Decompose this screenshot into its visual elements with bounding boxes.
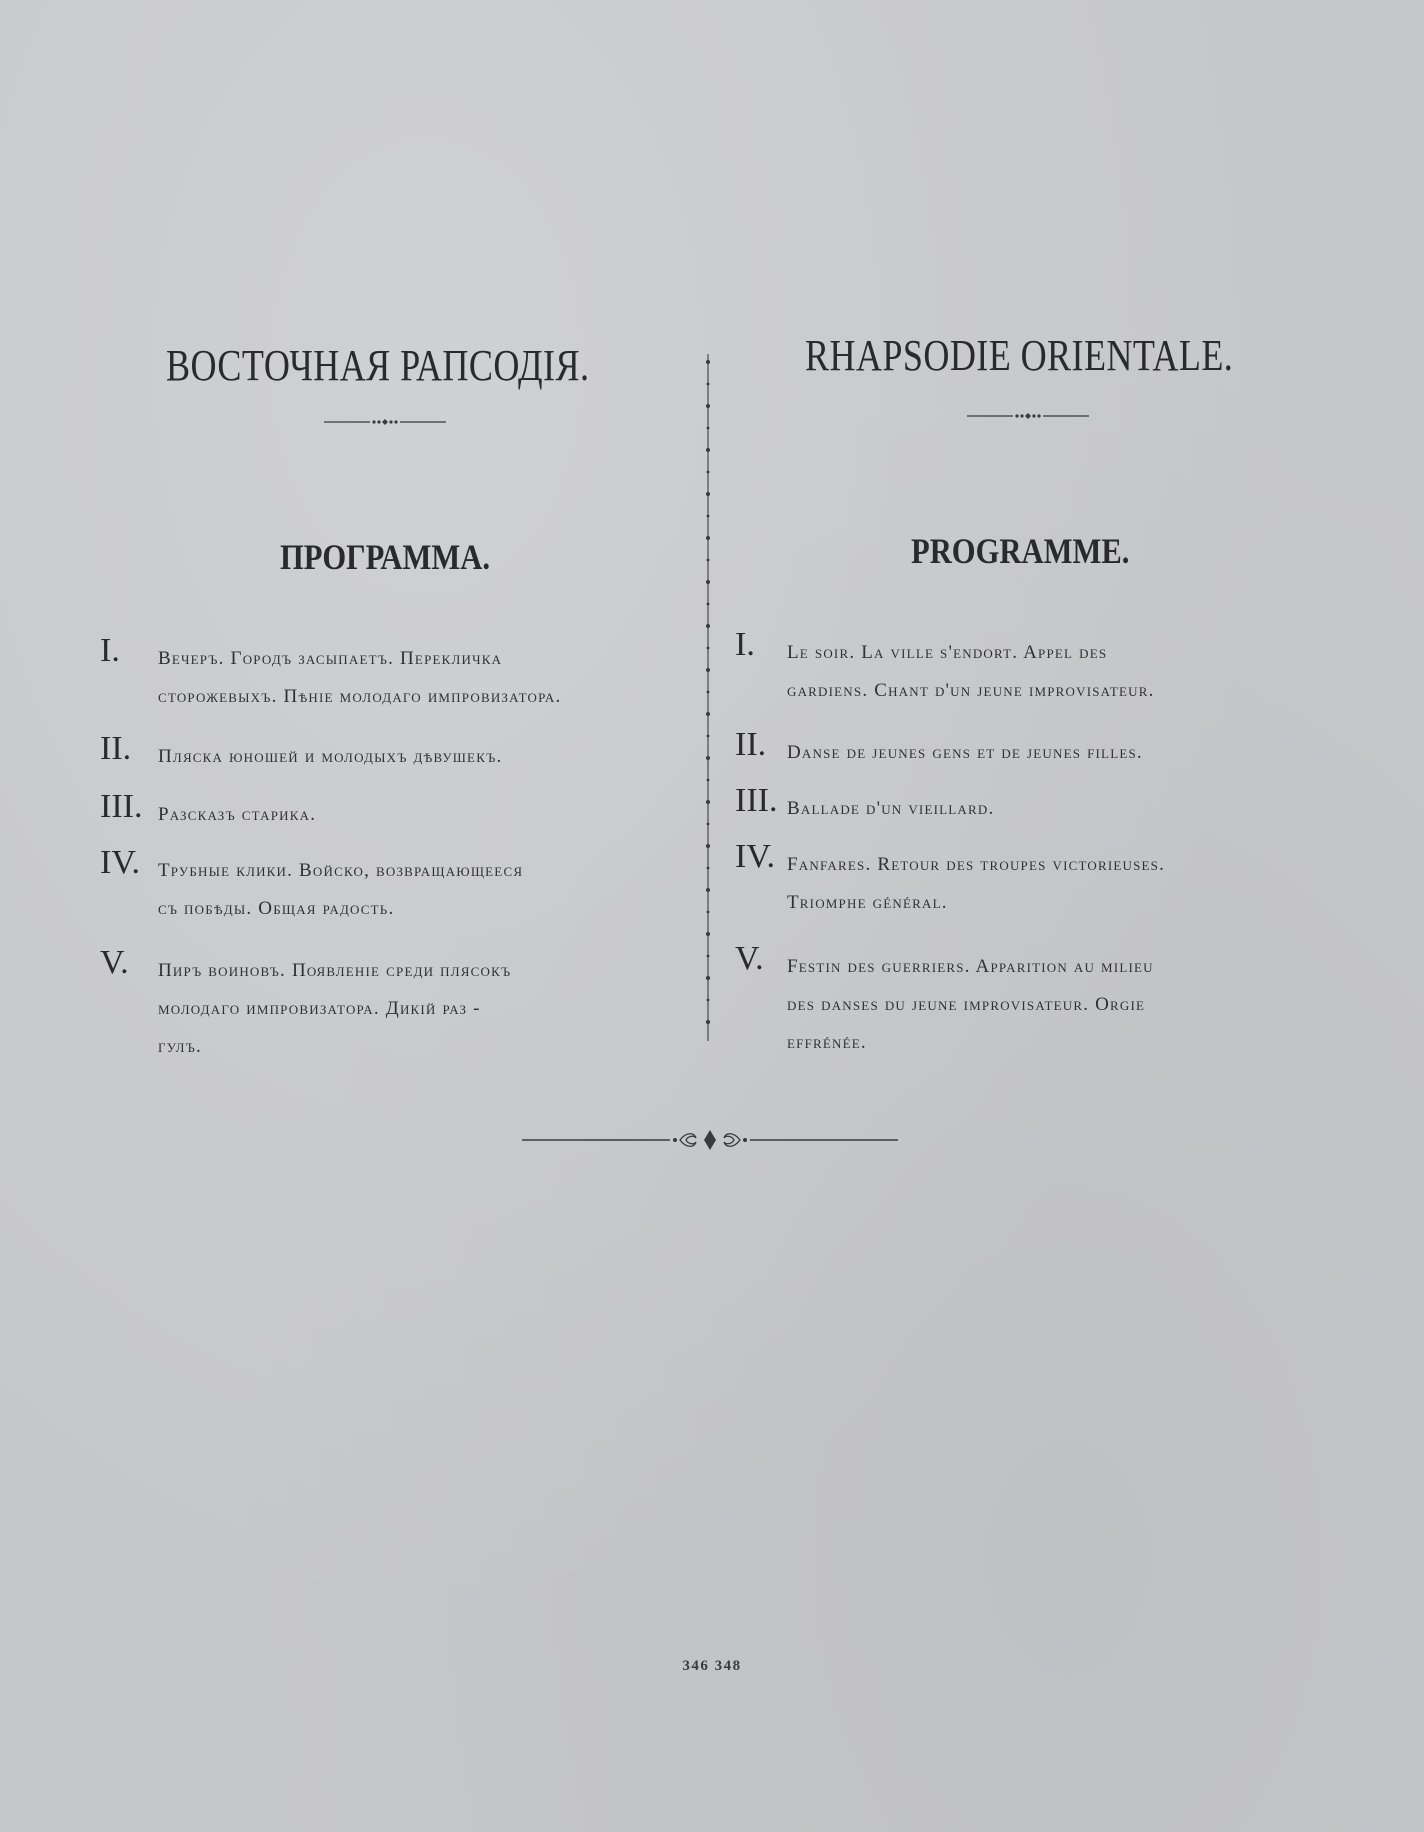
item-numeral: II. xyxy=(100,730,132,767)
divider-dot xyxy=(706,536,710,540)
item-numeral: V. xyxy=(735,940,764,977)
divider-dot xyxy=(706,888,710,892)
divider-dot xyxy=(706,624,710,628)
divider-dot xyxy=(706,800,710,804)
divider-dot xyxy=(707,999,710,1002)
divider-dot xyxy=(707,779,710,782)
item-line: Fanfares. Retour des troupes victorieuses. xyxy=(787,854,1166,875)
item-line: съ побѣды. Общая радость. xyxy=(158,898,395,919)
divider-dot xyxy=(707,647,710,650)
divider-dot xyxy=(707,911,710,914)
divider-dot xyxy=(707,691,710,694)
divider-dot xyxy=(706,580,710,584)
item-line: Festin des guerriers. Apparition au milieu xyxy=(787,956,1154,977)
item-line: Разсказъ старика. xyxy=(158,804,317,825)
divider-dot xyxy=(707,867,710,870)
russian-subtitle: ПРОГРАММА. xyxy=(280,537,490,577)
divider-dot xyxy=(707,735,710,738)
divider-dot xyxy=(707,383,710,386)
item-line: молодаго импровизатора. Дикій раз - xyxy=(158,998,481,1019)
item-line: Le soir. La ville s'endort. Appel des xyxy=(787,642,1108,663)
item-numeral: IV. xyxy=(735,838,775,875)
item-numeral: III. xyxy=(100,788,143,825)
item-line: Пиръ воиновъ. Появленіе среди плясокъ xyxy=(158,960,512,981)
divider-dot xyxy=(706,404,710,408)
item-text xyxy=(787,790,994,828)
divider-dot xyxy=(706,1020,710,1024)
item-line: Danse de jeunes gens et de jeunes filles. xyxy=(787,742,1143,763)
russian-title: ВОСТОЧНАЯ РАПСОДІЯ. xyxy=(166,341,590,390)
divider-dot xyxy=(706,360,710,364)
divider-dot xyxy=(707,471,710,474)
divider-dot xyxy=(706,492,710,496)
item-text xyxy=(787,734,1143,772)
item-numeral: I. xyxy=(100,632,120,669)
item-text xyxy=(158,738,502,776)
vertical-divider-ornament xyxy=(700,350,716,1045)
divider-dot xyxy=(706,712,710,716)
item-numeral: IV. xyxy=(100,844,140,881)
item-text xyxy=(158,952,511,1066)
item-line: Трубные клики. Войско, возвращающееся xyxy=(158,860,524,881)
item-text xyxy=(787,634,1155,710)
item-line: гулъ. xyxy=(158,1036,202,1057)
item-line: des danses du jeune improvisateur. Orgie xyxy=(787,994,1146,1015)
item-numeral: V. xyxy=(100,944,129,981)
item-line: Вечеръ. Городъ засыпаетъ. Перекличка xyxy=(158,648,503,669)
divider-dot xyxy=(707,955,710,958)
french-title-ornament xyxy=(965,406,1091,426)
item-line: gardiens. Chant d'un jeune improvisateur. xyxy=(787,680,1155,701)
page-number: 346 348 xyxy=(682,1658,742,1674)
divider-dot xyxy=(706,932,710,936)
item-text xyxy=(158,640,561,716)
divider-dot xyxy=(706,756,710,760)
divider-dot xyxy=(707,515,710,518)
bottom-ornament xyxy=(520,1125,900,1155)
russian-title-ornament xyxy=(322,412,448,432)
divider-dot xyxy=(707,823,710,826)
divider-dot xyxy=(707,559,710,562)
item-line: effrénée. xyxy=(787,1032,867,1053)
divider-dot xyxy=(707,603,710,606)
item-text xyxy=(787,846,1165,922)
item-line: Ballade d'un vieillard. xyxy=(787,798,995,819)
divider-dot xyxy=(706,448,710,452)
item-numeral: II. xyxy=(735,726,767,763)
divider-dot xyxy=(707,427,710,430)
french-title: RHAPSODIE ORIENTALE. xyxy=(805,331,1234,380)
item-line: Triomphe général. xyxy=(787,892,948,913)
item-text xyxy=(787,948,1154,1062)
item-line: Пляска юношей и молодыхъ дѣвушекъ. xyxy=(158,746,503,767)
item-text xyxy=(158,852,523,928)
divider-dot xyxy=(706,668,710,672)
divider-dot xyxy=(706,976,710,980)
item-text xyxy=(158,796,316,834)
item-numeral: III. xyxy=(735,782,778,819)
french-subtitle: PROGRAMME. xyxy=(911,531,1130,571)
divider-dot xyxy=(706,844,710,848)
item-line: сторожевыхъ. Пѣніе молодаго импровизатора. xyxy=(158,686,562,707)
item-numeral: I. xyxy=(735,626,755,663)
